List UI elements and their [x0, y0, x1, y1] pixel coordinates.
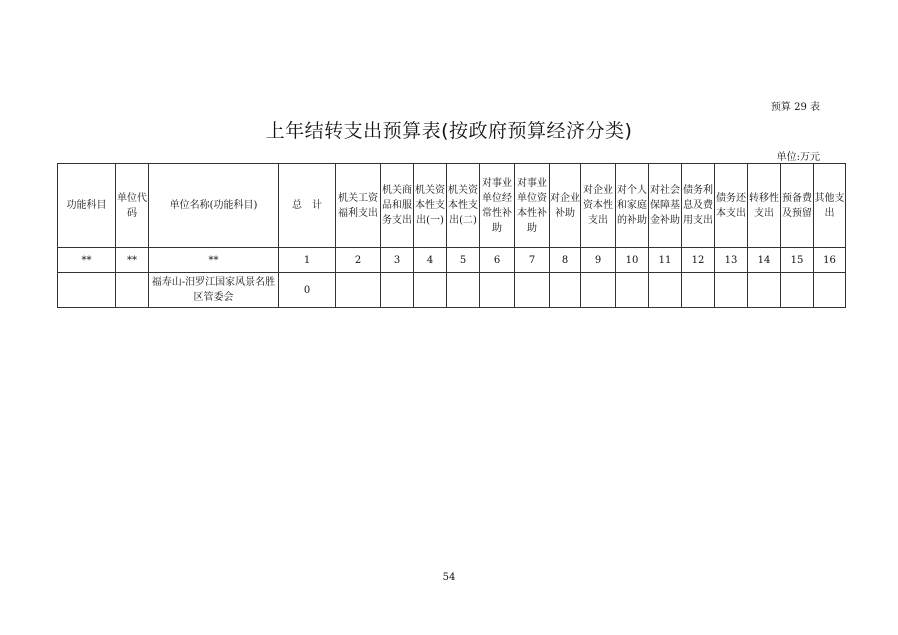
index-cell: 1 — [279, 248, 336, 273]
index-cell: 14 — [748, 248, 781, 273]
table-cell — [550, 273, 581, 308]
index-cell: 16 — [814, 248, 846, 273]
unit-name-cell: 福寿山-汨罗江国家风景名胜区管委会 — [149, 273, 279, 308]
header-cell: 单位代码 — [116, 164, 149, 248]
header-cell: 债务利息及费用支出 — [682, 164, 715, 248]
index-cell: 8 — [550, 248, 581, 273]
index-row — [58, 248, 846, 273]
index-cell: 5 — [447, 248, 480, 273]
table-cell — [616, 273, 649, 308]
table-cell — [116, 273, 149, 308]
header-row — [58, 164, 846, 248]
index-cell: 7 — [515, 248, 550, 273]
header-cell: 机关资本性支出(一) — [414, 164, 447, 248]
index-cell: 11 — [649, 248, 682, 273]
index-cell: 6 — [480, 248, 515, 273]
table-row — [58, 273, 846, 308]
table-cell — [414, 273, 447, 308]
table-cell — [515, 273, 550, 308]
unit-label: 单位:万元 — [776, 152, 820, 163]
index-cell: ** — [116, 248, 149, 273]
index-cell: 10 — [616, 248, 649, 273]
table-cell — [748, 273, 781, 308]
header-cell: 转移性支出 — [748, 164, 781, 248]
index-cell: ** — [58, 248, 116, 273]
header-cell: 对事业单位经常性补助 — [480, 164, 515, 248]
table-cell — [649, 273, 682, 308]
table-cell — [581, 273, 616, 308]
index-cell: 4 — [414, 248, 447, 273]
page-number: 54 — [442, 572, 456, 583]
header-cell: 单位名称(功能科目) — [149, 164, 279, 248]
header-cell: 债务还本支出 — [715, 164, 748, 248]
header-cell: 总 计 — [279, 164, 336, 248]
table-cell — [447, 273, 480, 308]
index-cell: ** — [149, 248, 279, 273]
index-cell: 3 — [381, 248, 414, 273]
header-cell: 对个人和家庭的补助 — [616, 164, 649, 248]
table-code: 预算 29 表 — [770, 102, 820, 113]
table-cell — [480, 273, 515, 308]
header-cell: 功能科目 — [58, 164, 116, 248]
header-cell: 机关工资福利支出 — [336, 164, 381, 248]
page-title: 上年结转支出预算表(按政府预算经济分类) — [265, 120, 633, 142]
header-cell: 其他支出 — [814, 164, 846, 248]
index-cell: 2 — [336, 248, 381, 273]
index-cell: 15 — [781, 248, 814, 273]
total-cell: 0 — [279, 273, 336, 308]
index-cell: 9 — [581, 248, 616, 273]
table-cell — [814, 273, 846, 308]
table-cell — [715, 273, 748, 308]
header-cell: 预备费及预留 — [781, 164, 814, 248]
table-cell — [682, 273, 715, 308]
table-cell — [336, 273, 381, 308]
header-cell: 对企业资本性支出 — [581, 164, 616, 248]
index-cell: 13 — [715, 248, 748, 273]
header-cell: 机关资本性支出(二) — [447, 164, 480, 248]
header-cell: 对事业单位资本性补助 — [515, 164, 550, 248]
index-cell: 12 — [682, 248, 715, 273]
header-cell: 对企业补助 — [550, 164, 581, 248]
header-cell: 机关商品和服务支出 — [381, 164, 414, 248]
table-cell — [58, 273, 116, 308]
table-cell — [781, 273, 814, 308]
table-cell — [381, 273, 414, 308]
header-cell: 对社会保障基金补助 — [649, 164, 682, 248]
budget-table — [57, 163, 846, 308]
